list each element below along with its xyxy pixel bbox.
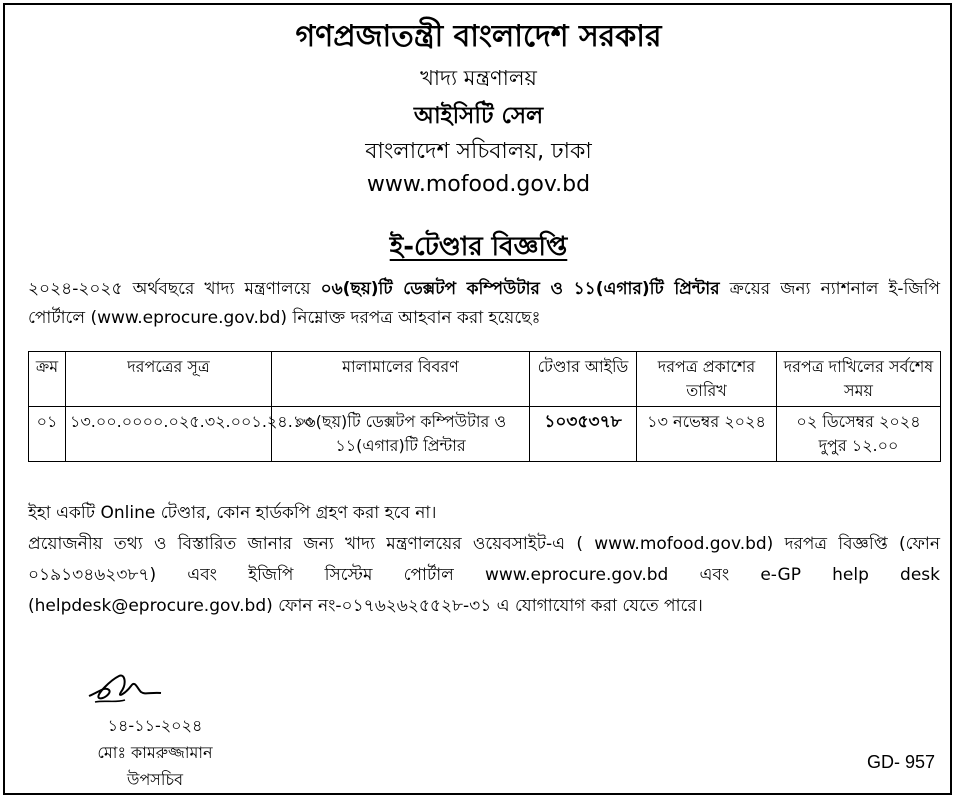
ministry-name: খাদ্য মন্ত্রণালয় <box>420 66 537 90</box>
website-link[interactable]: www.mofood.gov.bd <box>366 172 591 197</box>
intro-text-2: ক্রয়ের জন্য ন্যাশনাল ই-জিপি পোর্টালে (www.eprocure.gov.bd) নিম্নোক্ত দরপত্র আহবান করা হয়েছেঃ <box>28 279 940 328</box>
intro-paragraph <box>28 275 940 333</box>
signature-date: ১৪-১১-২০২৪ <box>107 716 203 735</box>
cell-publish-date: ১৩ নভেম্বর ২০২৪ <box>637 407 777 462</box>
table-row <box>29 407 941 462</box>
signature-scribble <box>85 662 165 708</box>
col-header-reference: দরপত্রের সূত্র <box>66 352 272 407</box>
cell-deadline: ০২ ডিসেম্বর ২০২৪ দুপুর ১২.০০ <box>777 407 941 462</box>
tender-table <box>28 351 941 462</box>
contact-info: প্রয়োজনীয় তথ্য ও বিস্তারিত জানার জন্য খাদ্য মন্ত্রণালয়ের ওয়েবসাইট-এ ( www.mofood.gov.bd) দরপত্র বিজ্ঞপ্তি (ফোন ০১৯১৩৪৬২৩৮৭) এবং ইজিপি সিস্টেম পোর্টাল www.eprocure.gov.bd এবং e-GP help desk (helpdesk@eprocure.gov.bd) ফোন নং-০১৭৬২৬২৫৫২৮-৩১ এ যোগাযোগ করা যেতে পারে। <box>28 534 940 616</box>
notice-title: ই-টেণ্ডার বিজ্ঞপ্তি <box>389 232 568 262</box>
address: বাংলাদেশ সচিবালয়, ঢাকা <box>365 139 592 164</box>
signature-block <box>55 712 255 793</box>
intro-items-bold: ০৬(ছয়)টি ডেক্সটপ কম্পিউটার ও ১১(এগার)টি প্রিন্টার <box>320 279 720 299</box>
col-header-serial: ক্রম <box>29 352 66 407</box>
signatory-name: মোঃ কামরুজ্জামান <box>97 743 213 762</box>
online-tender-note: ইহা একটি Online টেণ্ডার, কোন হার্ডকপি গ্রহণ করা হবে না। <box>28 503 437 523</box>
cell-reference: ১৩.০০.০০০০.০২৫.৩২.০০১.২৪.১৩ <box>66 407 272 462</box>
government-heading: গণপ্রজাতন্ত্রী বাংলাদেশ সরকার <box>295 19 662 54</box>
notice-body <box>28 498 940 622</box>
col-header-description: মালামালের বিবরণ <box>272 352 530 407</box>
cell-serial: ০১ <box>29 407 66 462</box>
cell-description: ০৬(ছয়)টি ডেক্সটপ কম্পিউটার ও ১১(এগার)টি প্রিন্টার <box>272 407 530 462</box>
signatory-designation: উপসচিব <box>126 770 183 789</box>
intro-text-1: ২০২৪-২০২৫ অর্থবছরে খাদ্য মন্ত্রণালয়ে <box>28 279 321 299</box>
gd-number: GD- 957 <box>866 752 935 772</box>
cell-tender-id: ১০৩৫৩৭৮ <box>530 407 637 462</box>
col-header-publish-date: দরপত্র প্রকাশের তারিখ <box>637 352 777 407</box>
col-header-deadline: দরপত্র দাখিলের সর্বশেষ সময় <box>777 352 941 407</box>
table-header-row <box>29 352 941 407</box>
col-header-tender-id: টেণ্ডার আইডি <box>530 352 637 407</box>
cell-name: আইসিটি সেল <box>413 103 544 129</box>
